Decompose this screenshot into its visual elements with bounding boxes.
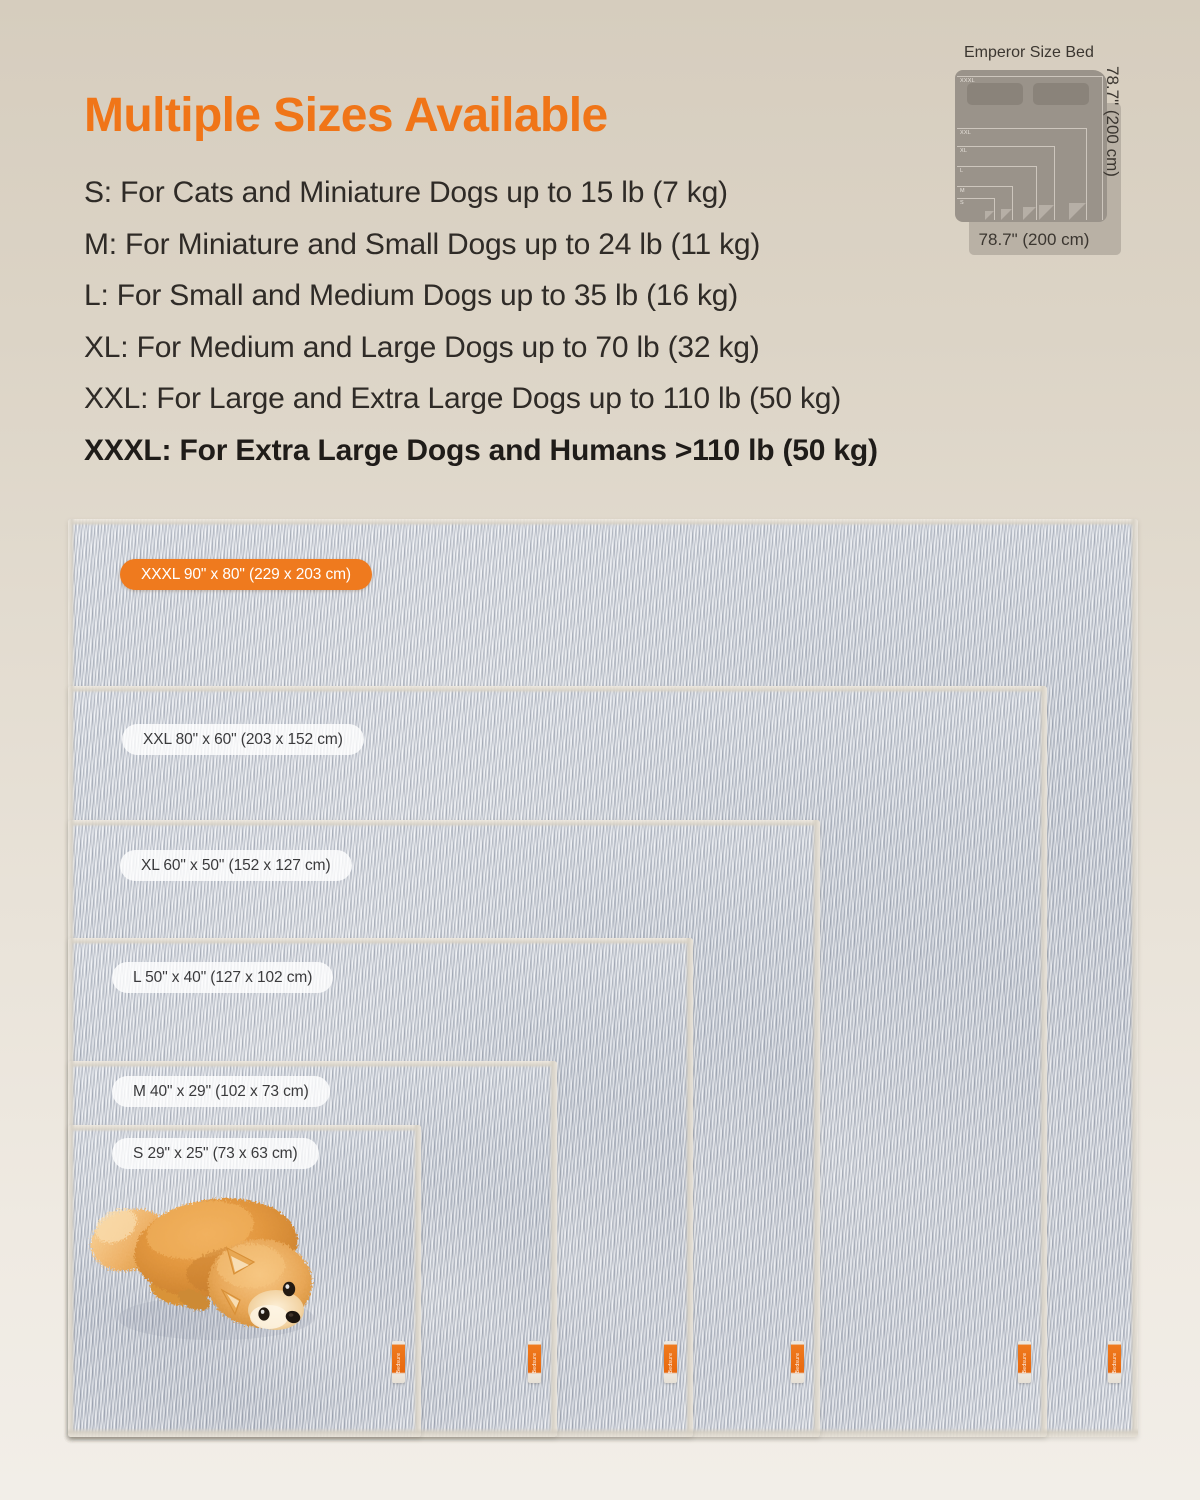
blanket-edge-right [413, 1125, 421, 1437]
bed-height-label: 78.7" (200 cm) [1103, 66, 1122, 177]
blanket-edge-top [68, 820, 820, 827]
blanket-edge-left [68, 1125, 75, 1437]
brand-tag-xl [791, 1341, 804, 1383]
bed-nested-label-l: L [960, 168, 964, 174]
size-pill-xl[interactable]: XL 60" x 50" (152 x 127 cm) [120, 850, 352, 881]
brand-tag-label: Bedsure [1112, 1352, 1118, 1374]
blanket-edge-right [1130, 519, 1138, 1437]
brand-tag-label: Bedsure [1022, 1352, 1028, 1374]
bed-width-label: 78.7" (200 cm) [978, 230, 1090, 249]
blanket-edge-right [685, 938, 693, 1437]
brand-tag-s [392, 1341, 405, 1383]
brand-tag-label: Bedsure [396, 1352, 402, 1374]
bed-nested-label-xl: XL [960, 148, 968, 154]
blanket-edge-top [68, 1061, 557, 1068]
size-line-l: L: For Small and Medium Dogs up to 35 lb (16 kg) [84, 279, 739, 312]
brand-tag-m [528, 1341, 541, 1383]
size-pill-l[interactable]: L 50" x 40" (127 x 102 cm) [112, 962, 333, 993]
size-line-m: M: For Miniature and Small Dogs up to 24 lb (11 kg) [84, 227, 761, 261]
bed-nested-label-xxl: XXL [960, 130, 971, 136]
size-line-xl: XL: For Medium and Large Dogs up to 70 lb (32 kg) [84, 330, 760, 364]
blanket-edge-top [68, 519, 1138, 526]
page-title: Multiple Sizes Available [84, 89, 608, 142]
blanket-edge-right [549, 1061, 557, 1437]
brand-tag-l [664, 1341, 677, 1383]
bed-nested-label-xxxl: XXXL [960, 78, 975, 84]
size-pill-m[interactable]: M 40" x 29" (102 x 73 cm) [112, 1076, 330, 1107]
brand-tag-xxl [1018, 1341, 1031, 1383]
blanket-edge-top [68, 1125, 421, 1132]
dog-photo [88, 1178, 338, 1343]
brand-tag-label: Bedsure [668, 1352, 674, 1374]
size-line-xxl: XXL: For Large and Extra Large Dogs up to 110 lb (50 kg) [84, 382, 842, 415]
blanket-edge-right [1039, 686, 1047, 1437]
size-line-xxxl: XXXL: For Extra Large Dogs and Humans >110 lb (50 kg) [84, 433, 878, 467]
brand-tag-label: Bedsure [795, 1352, 801, 1374]
size-pill-s[interactable]: S 29" x 25" (73 x 63 cm) [112, 1138, 319, 1169]
blanket-edge-top [68, 686, 1047, 693]
blanket-edge-bottom [68, 1428, 421, 1437]
dog-eye-right [283, 1282, 295, 1296]
dog-eye-left [258, 1307, 269, 1320]
brand-tag-label: Bedsure [532, 1352, 538, 1374]
bed-diagram-title: Emperor Size Bed [964, 44, 1094, 61]
bed-nested-label-s: S [960, 200, 964, 206]
brand-tag-xxxl [1108, 1341, 1121, 1383]
size-pill-xxl[interactable]: XXL 80" x 60" (203 x 152 cm) [122, 724, 364, 755]
bed-nested-label-m: M [960, 188, 965, 194]
size-pill-xxxl[interactable]: XXXL 90" x 80" (229 x 203 cm) [120, 559, 372, 590]
size-line-s: S: For Cats and Miniature Dogs up to 15 lb (7 kg) [84, 176, 728, 209]
blanket-edge-top [68, 938, 693, 945]
blanket-edge-right [812, 820, 820, 1437]
